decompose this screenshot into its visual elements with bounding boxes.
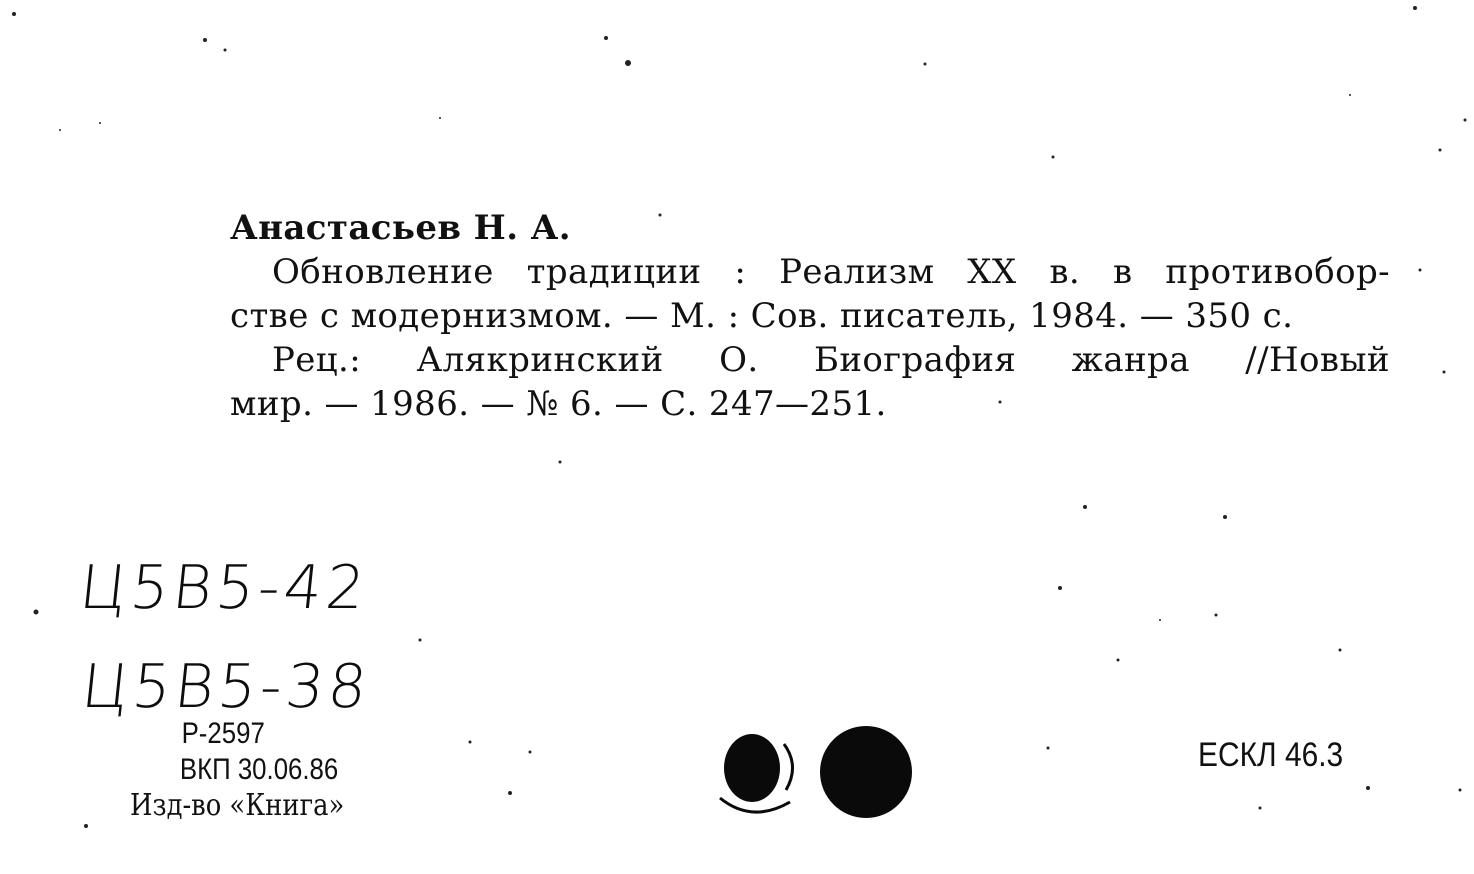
punch-hole-right [820, 726, 912, 818]
catalog-code: ЕСКЛ 46.3 [1198, 736, 1344, 774]
handwritten-code-2: Ц5В5-38 [78, 652, 374, 722]
imprint-vkp: ВКП 30.06.86 [179, 753, 339, 786]
entry-line-3: Рец.: Алякринский О. Биография жанра //Новый [272, 340, 1390, 380]
author-name: Анастасьев Н. А. [230, 208, 572, 248]
punch-holes [712, 720, 922, 830]
entry-line-2: стве с модернизмом. — М. : Сов. писатель, 1984. — 350 с. [230, 296, 1294, 336]
bibliographic-entry [230, 206, 1390, 426]
handwritten-code-1: Ц5В5-42 [76, 553, 372, 623]
entry-line-1: Обновление традиции : Реализм XX в. в противобор- [272, 252, 1390, 292]
imprint-number: Р-2597 [181, 717, 265, 750]
imprint-publisher: Изд-во «Книга» [130, 788, 345, 823]
punch-hole-left [724, 734, 780, 802]
imprint-block [130, 716, 344, 824]
entry-line-4: мир. — 1986. — № 6. — С. 247—251. [230, 384, 887, 424]
